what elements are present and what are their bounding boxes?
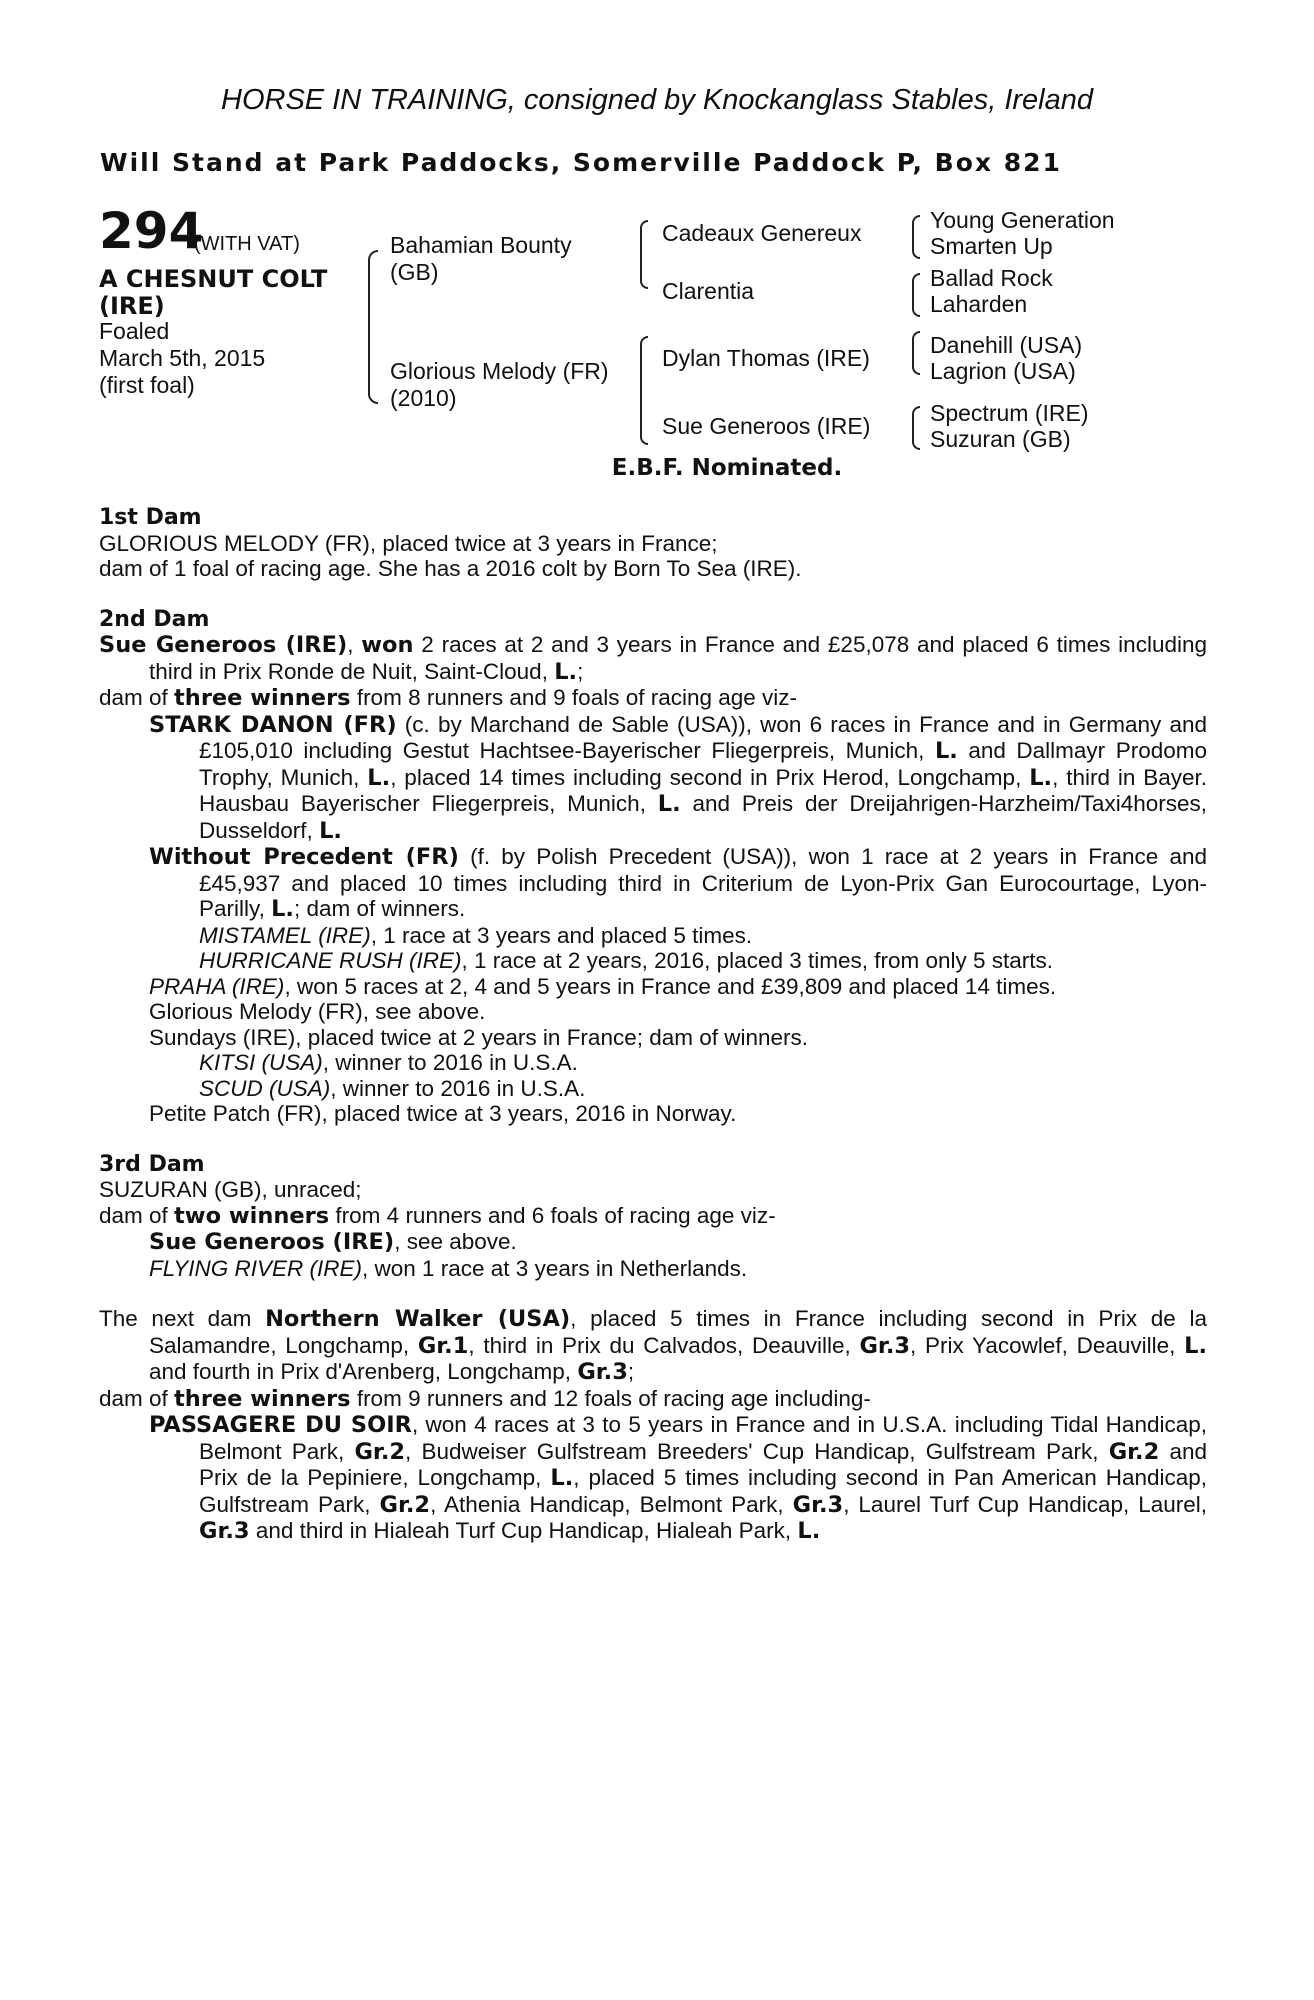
sire xyxy=(390,232,572,286)
brace-g3-4 xyxy=(912,406,920,450)
sundays-entry: Sundays (IRE), placed twice at 2 years in France; dam of winners. xyxy=(149,1024,809,1050)
dam-sire: Dylan Thomas (IRE) xyxy=(662,345,870,371)
foaled-info xyxy=(99,318,265,399)
gen3-5: Danehill (USA) xyxy=(930,332,1083,358)
ebf-nominated: E.B.F. Nominated. xyxy=(611,455,843,481)
second-dam-heading: 2nd Dam xyxy=(99,606,210,632)
flying-river-entry: FLYING RIVER (IRE), won 1 race at 3 years in Netherlands. xyxy=(149,1255,748,1281)
lot-number: 294 xyxy=(99,202,204,260)
brace-dam xyxy=(640,336,648,445)
catalogue-title: HORSE IN TRAINING, consigned by Knockanglass Stables, Ireland xyxy=(221,84,1093,116)
without-precedent-entry: Without Precedent (FR) (f. by Polish Precedent (USA)), won 1 race at 2 years in France and £45,937 and placed 10 times including third in Criterium de Lyon-Prix Gan Eurocourtage, Lyon-Parilly, L.; dam of winners. xyxy=(149,844,1207,922)
lot-description xyxy=(99,266,327,320)
hurricane-rush-entry: HURRICANE RUSH (IRE), 1 race at 2 years, 2016, placed 3 times, from only 5 starts. xyxy=(199,948,1054,973)
brace-g3-1 xyxy=(912,215,920,259)
brace-g3-2 xyxy=(912,273,920,317)
brace-lot xyxy=(368,250,378,404)
second-dam-intro: Sue Generoos (IRE), won 2 races at 2 and 3 years in France and £25,078 and placed 6 times including third in Prix Ronde de Nuit, Saint-Cloud, L.; xyxy=(99,632,1207,685)
gen3-2: Smarten Up xyxy=(930,233,1053,259)
gen3-7: Spectrum (IRE) xyxy=(930,400,1089,426)
foaled-date: March 5th, 2015 xyxy=(99,345,266,371)
sire-name: Bahamian Bounty xyxy=(390,232,572,258)
first-dam-line: GLORIOUS MELODY (FR), placed twice at 3 years in France; xyxy=(99,530,718,556)
sire-dam: Clarentia xyxy=(662,278,755,304)
sue-generoos-entry: Sue Generoos (IRE), see above. xyxy=(149,1229,517,1255)
glorious-entry: Glorious Melody (FR), see above. xyxy=(149,999,486,1024)
petite-patch-entry: Petite Patch (FR), placed twice at 3 years, 2016 in Norway. xyxy=(149,1101,737,1126)
vat-note: (WITH VAT) xyxy=(194,233,300,255)
brace-sire xyxy=(640,220,648,289)
sire-sire: Cadeaux Genereux xyxy=(662,220,862,246)
description-line-1: A CHESNUT COLT xyxy=(99,265,328,293)
dam-dam: Sue Generoos (IRE) xyxy=(662,413,871,439)
gen3-1: Young Generation xyxy=(930,207,1115,233)
foaled-label: Foaled xyxy=(99,318,170,344)
horse-name: Without Precedent (FR) xyxy=(149,844,459,870)
stark-danon-entry: STARK DANON (FR) (c. by Marchand de Sable (USA)), won 6 races in France and in Germany and £105,010 including Gestut Hachtsee-Bayerischer Fliegerpreis, Munich, L. and Dallmayr Prodomo Trophy, Munich, L., placed 14 times including second in Prix Herod, Longchamp, L., third in Bayer. Hausbau Bayerischer Fliegerpreis, Munich, L. and Preis der Dreijahrigen-Harzheim/Taxi4horses, Dusseldorf, L. xyxy=(149,711,1207,844)
third-dam-heading: 3rd Dam xyxy=(99,1151,205,1177)
first-dam-heading: 1st Dam xyxy=(99,505,202,530)
horse-name: Sue Generoos (IRE) xyxy=(99,632,348,658)
second-dam-summary: dam of three winners from 8 runners and 9 foals of racing age viz- xyxy=(99,685,798,711)
dam xyxy=(390,358,609,412)
third-dam-summary: dam of two winners from 4 runners and 6 foals of racing age viz- xyxy=(99,1202,776,1229)
gen3-4: Laharden xyxy=(930,291,1028,317)
next-dam-summary: dam of three winners from 9 runners and 12 foals of racing age including- xyxy=(99,1385,871,1412)
description-line-2: (IRE) xyxy=(99,292,165,320)
gen3-8: Suzuran (GB) xyxy=(930,426,1071,452)
foal-note: (first foal) xyxy=(99,372,195,398)
brace-g3-3 xyxy=(912,331,920,375)
scud-entry: SCUD (USA), winner to 2016 in U.S.A. xyxy=(199,1075,586,1101)
first-dam-line: dam of 1 foal of racing age. She has a 2016 colt by Born To Sea (IRE). xyxy=(99,556,802,581)
gen3-3: Ballad Rock xyxy=(930,265,1053,291)
dam-suffix: (2010) xyxy=(390,385,457,411)
kitsi-entry: KITSI (USA), winner to 2016 in U.S.A. xyxy=(199,1050,578,1075)
third-dam-line: SUZURAN (GB), unraced; xyxy=(99,1177,362,1202)
sire-suffix: (GB) xyxy=(390,259,439,285)
gen3-6: Lagrion (USA) xyxy=(930,358,1076,384)
mistamel-entry: MISTAMEL (IRE), 1 race at 3 years and placed 5 times. xyxy=(199,922,753,948)
won-label: won xyxy=(361,632,414,658)
passagere-entry: PASSAGERE DU SOIR, won 4 races at 3 to 5 years in France and in U.S.A. including Tidal Handicap, Belmont Park, Gr.2, Budweiser Gulfstream Breeders' Cup Handicap, Gulfstream Park, Gr.2 and Prix de la Pepiniere, Longchamp, L., placed 5 times including second in Pan American Handicap, Gulfstream Park, Gr.2, Athenia Handicap, Belmont Park, Gr.3, Laurel Turf Cup Handicap, Laurel, Gr.3 and third in Hialeah Turf Cup Handicap, Hialeah Park, L. xyxy=(149,1412,1208,1544)
stand-location: Will Stand at Park Paddocks, Somerville Paddock P, Box 821 xyxy=(100,148,1062,177)
next-dam-intro: The next dam Northern Walker (USA), placed 5 times in France including second in Prix de la Salamandre, Longchamp, Gr.1, third in Prix du Calvados, Deauville, Gr.3, Prix Yacowlef, Deauville, L. and fourth in Prix d'Arenberg, Longchamp, Gr.3; xyxy=(99,1306,1208,1385)
horse-name: STARK DANON (FR) xyxy=(149,711,397,738)
catalogue-body xyxy=(99,505,1207,1545)
praha-entry: PRAHA (IRE), won 5 races at 2, 4 and 5 years in France and £39,809 and placed 14 times. xyxy=(149,973,1057,999)
dam-name: Glorious Melody (FR) xyxy=(390,358,609,384)
